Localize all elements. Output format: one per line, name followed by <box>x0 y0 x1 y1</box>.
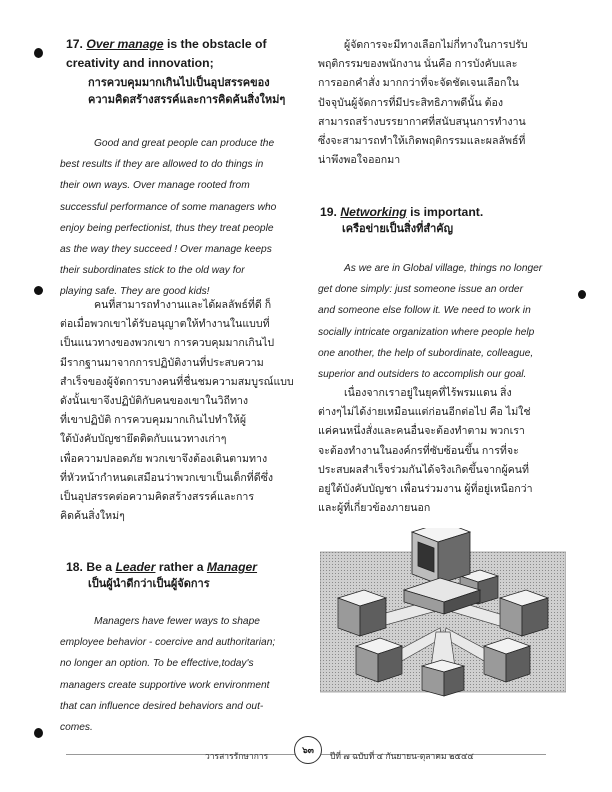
margin-blob <box>578 290 586 299</box>
margin-blob <box>34 286 43 295</box>
section-18-title: 18. Be a Leader rather a Manager <box>66 560 258 574</box>
network-computer-illustration <box>320 528 566 700</box>
section-19-thai-body: เนื่องจากเราอยู่ในยุคที่ไร้พรมแดน สิ่ง ต่างๆไม่ได้ง่ายเหมือนแต่ก่อนอีกต่อไป คือ ไม่ใช่ แค่คนหนึ่งสั่งและคนอื่นจะต้องทำตาม พวกเรา จะต้องทำงานในองค์กรที่ซับซ้อนขึ้น การที่จะ ประสบผลสำเร็จร่วมกันได้จริงเกิดขึ้นจากผู้คนที่ อยู่ใต้บังคับบัญชา เพื่อนร่วมงาน ผู้ที่อยู่เหนือกว่า และผู้ที่เกี่ยวข้องภายนอก <box>318 387 533 515</box>
journal-name: วารสารรักษาการ <box>205 751 269 761</box>
section-17-title-line2: creativity and innovation; <box>66 56 214 70</box>
issue-info: ปีที่ ๗ ฉบับที่ ๔ กันยายน-ตุลาคม ๒๕๔๔ <box>330 751 474 761</box>
page-number: ๖๓ <box>294 736 322 764</box>
section-17-thai-body: คนที่สามารถทำงานและได้ผลลัพธ์ที่ดี ก็ ต่อเมื่อพวกเขาได้รับอนุญาตให้ทำงานในแบบที่ เป็นแนวทางของพวกเขา การควบคุมมากเกินไป มีรากฐานมาจากการปฏิบัติงานที่ประสบความ สำเร็จของผู้จัดการบางคนที่ชื่นชมความสมบูรณ์แบบ ดังนั้นเขาจึงปฏิบัติกับคนของเขาในวิถีทาง ที่เขาปฏิบัติ การควบคุมมากเกินไปทำให้ผู้ ใต้บังคับบัญชายึดติดกับแนวทางเก่าๆ เพื่อความปลอดภัย พวกเขาจึงต้องเดินตามทาง ที่หัวหน้ากำหนดเสมือนว่าพวกเขาเป็นเด็กที่ดีซึ่ง เป็นอุปสรรคต่อความคิดสร้างสรรค์และการ คิดค้นสิ่งใหม่ๆ <box>60 299 294 523</box>
section-17-title: 17. Over manage is the obstacle of <box>66 37 267 51</box>
section-17-english-body: Good and great people can produce the best results if they are allowed to do things in their own ways. Over manage rooted from successful performance of some managers who enjoy being perfectionist, thus they treat people as the way they succeed ! Over manage keeps their subordinates stick to the old way for playing safe. They are good kids! <box>60 138 277 298</box>
section-19-thai-subtitle: เครือข่ายเป็นสิ่งที่สำคัญ <box>342 223 453 235</box>
margin-blob <box>34 48 43 58</box>
section-19-title: 19. Networking is important. <box>320 205 484 219</box>
section-19-english-body: As we are in Global village, things no longer get done simply: just someone issue an order and someone else follow it. We need to work in socially intricate organization where people help one another, the help of subordinate, colleague, superior and outsiders to accomplish our goal. <box>318 263 543 381</box>
section-18-thai-subtitle: เป็นผู้นำดีกว่าเป็นผู้จัดการ <box>88 578 210 590</box>
section-18-english-body: Managers have fewer ways to shape employee behavior - coercive and authoritarian; no longer an option. To be effective,today's managers create supportive work environment that can influence desired behaviors and out- comes. <box>60 616 276 734</box>
section-17-thai-subtitle: การควบคุมมากเกินไปเป็นอุปสรรคของ ความคิดสร้างสรรค์และการคิดค้นสิ่งใหม่ๆ <box>88 77 286 106</box>
section-18-thai-body: ผู้จัดการจะมีทางเลือกไม่กี่ทางในการปรับ พฤติกรรมของพนักงาน นั่นคือ การบังคับและ การออกคำสั่ง มากกว่าที่จะจัดชัดเจนเลือกใน ปัจจุบันผู้จัดการที่มีประสิทธิภาพดีนั้น ต้อง สามารถสร้างบรรยากาศที่สนับสนุนการทำงาน ซึ่งจะสามารถทำให้เกิดพฤติกรรมและผลลัพธ์ที่ น่าพึงพอใจออกมา <box>318 39 528 167</box>
page-footer <box>0 722 612 792</box>
